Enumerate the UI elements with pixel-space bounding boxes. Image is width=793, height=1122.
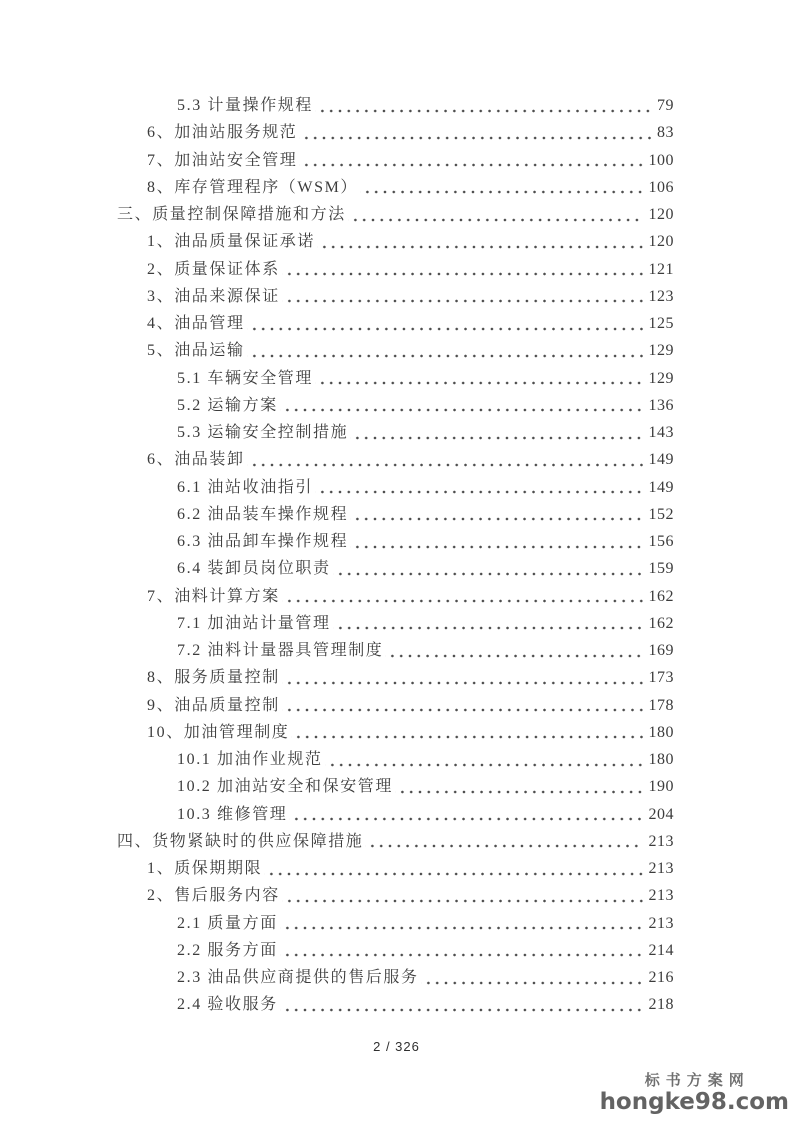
toc-entry-page: 129 [648, 342, 674, 360]
toc-entry-page: 83 [657, 124, 674, 142]
table-of-contents [117, 92, 674, 1019]
dot-leader [299, 119, 651, 146]
page-number-indicator: 2 / 326 [373, 1039, 420, 1054]
toc-entry [117, 256, 674, 283]
toc-entry-label: 2.4 验收服务 [177, 996, 278, 1014]
toc-entry-page: 169 [648, 642, 674, 659]
toc-entry [117, 365, 674, 392]
dot-leader [421, 964, 643, 991]
page-footer [0, 1039, 793, 1054]
toc-entry-label: 7、加油站安全管理 [147, 151, 298, 169]
toc-entry-label: 8、服务质量控制 [147, 669, 280, 687]
toc-entry [117, 474, 674, 501]
toc-entry-page: 125 [648, 315, 674, 332]
toc-entry [117, 310, 674, 337]
dot-leader [315, 92, 651, 119]
toc-entry [117, 501, 674, 528]
toc-entry [117, 664, 674, 691]
toc-entry [117, 937, 674, 964]
dot-leader [395, 773, 642, 800]
toc-entry [117, 392, 674, 419]
toc-entry [117, 801, 674, 828]
toc-entry-label: 6.1 油站收油指引 [177, 478, 314, 496]
toc-entry-page: 136 [648, 396, 674, 414]
toc-entry-page: 178 [648, 696, 674, 714]
toc-entry-page: 156 [648, 533, 674, 550]
toc-entry [117, 583, 674, 610]
dot-leader [350, 528, 642, 555]
toc-entry-label: 10.3 维修管理 [177, 805, 288, 823]
toc-entry-label: 4、油品管理 [147, 315, 245, 332]
dot-leader [315, 365, 642, 392]
watermark-site-name: 标书方案网 [644, 1071, 750, 1090]
toc-entry-label: 四、货物紧缺时的供应保障措施 [117, 832, 364, 850]
dot-leader [289, 801, 642, 828]
toc-entry [117, 964, 674, 991]
dot-leader [247, 310, 643, 337]
toc-entry-page: 152 [648, 505, 674, 523]
toc-entry-label: 7、油料计算方案 [147, 587, 280, 605]
toc-entry-label: 6、油品装卸 [147, 451, 245, 469]
toc-entry [117, 855, 674, 882]
toc-entry [117, 283, 674, 310]
toc-entry [117, 446, 674, 473]
toc-entry-label: 2.3 油品供应商提供的售后服务 [177, 969, 419, 986]
toc-entry-page: 143 [648, 424, 674, 441]
dot-leader [317, 228, 642, 255]
toc-entry-page: 204 [648, 805, 674, 823]
toc-entry-page: 190 [648, 778, 674, 796]
toc-entry-label: 3、油品来源保证 [147, 287, 280, 305]
toc-entry-page: 100 [648, 151, 674, 169]
dot-leader [280, 910, 643, 937]
toc-entry-page: 180 [648, 751, 674, 768]
toc-entry-label: 2、售后服务内容 [147, 887, 280, 905]
toc-entry [117, 92, 674, 119]
toc-entry-page: 149 [648, 478, 674, 496]
dot-leader [280, 991, 643, 1018]
dot-leader [365, 828, 642, 855]
dot-leader [280, 392, 643, 419]
toc-entry [117, 910, 674, 937]
dot-leader [280, 937, 643, 964]
toc-entry [117, 637, 674, 664]
toc-entry [117, 119, 674, 146]
dot-leader [333, 555, 643, 582]
dot-leader [350, 501, 642, 528]
toc-entry-label: 6.2 油品装车操作规程 [177, 505, 349, 523]
toc-entry [117, 719, 674, 746]
toc-entry-label: 10.2 加油站安全和保安管理 [177, 778, 394, 796]
toc-entry [117, 337, 674, 364]
toc-entry-page: 216 [648, 969, 674, 986]
toc-entry-label: 2.1 质量方面 [177, 914, 278, 932]
toc-entry-page: 214 [648, 941, 674, 959]
dot-leader [282, 256, 643, 283]
toc-entry-label: 10.1 加油作业规范 [177, 751, 323, 768]
toc-entry-page: 106 [648, 178, 674, 196]
toc-entry-label: 6.4 装卸员岗位职责 [177, 560, 331, 578]
dot-leader [333, 610, 643, 637]
toc-entry-page: 213 [648, 914, 674, 932]
toc-entry-page: 218 [648, 996, 674, 1014]
dot-leader [282, 692, 643, 719]
dot-leader [264, 855, 642, 882]
toc-entry-label: 8、库存管理程序（WSM） [147, 178, 359, 196]
toc-entry-page: 120 [648, 206, 674, 223]
toc-entry [117, 610, 674, 637]
dot-leader [282, 882, 643, 909]
toc-entry-label: 2.2 服务方面 [177, 941, 278, 959]
dot-leader [282, 664, 643, 691]
toc-entry [117, 201, 674, 228]
dot-leader [291, 719, 642, 746]
toc-entry [117, 419, 674, 446]
dot-leader [299, 147, 642, 174]
toc-entry-label: 三、质量控制保障措施和方法 [117, 206, 346, 223]
toc-entry-page: 159 [648, 560, 674, 578]
toc-entry-label: 5.2 运输方案 [177, 396, 278, 414]
toc-entry [117, 692, 674, 719]
toc-entry [117, 147, 674, 174]
toc-entry-label: 10、加油管理制度 [147, 723, 290, 741]
toc-entry-label: 7.1 加油站计量管理 [177, 614, 331, 632]
toc-entry [117, 228, 674, 255]
dot-leader [325, 746, 643, 773]
toc-entry-page: 213 [648, 860, 674, 877]
toc-entry-page: 79 [657, 97, 674, 114]
dot-leader [348, 201, 643, 228]
toc-entry-label: 6.3 油品卸车操作规程 [177, 533, 349, 550]
toc-entry [117, 828, 674, 855]
toc-entry-page: 149 [648, 451, 674, 469]
toc-entry-label: 7.2 油料计量器具管理制度 [177, 642, 384, 659]
watermark [600, 1073, 789, 1114]
toc-entry-label: 5、油品运输 [147, 342, 245, 360]
dot-leader [282, 583, 643, 610]
toc-entry-page: 213 [648, 832, 674, 850]
toc-entry-page: 213 [648, 887, 674, 905]
toc-entry-page: 180 [648, 723, 674, 741]
toc-entry-page: 173 [648, 669, 674, 687]
dot-leader [282, 283, 643, 310]
toc-entry-label: 2、质量保证体系 [147, 260, 280, 278]
toc-entry [117, 746, 674, 773]
toc-entry-label: 5.3 运输安全控制措施 [177, 424, 349, 441]
toc-entry-label: 1、油品质量保证承诺 [147, 233, 316, 251]
dot-leader [350, 419, 642, 446]
toc-entry [117, 174, 674, 201]
toc-entry-label: 5.3 计量操作规程 [177, 97, 314, 114]
dot-leader [360, 174, 642, 201]
toc-entry [117, 882, 674, 909]
dot-leader [315, 474, 642, 501]
toc-entry [117, 528, 674, 555]
toc-entry-label: 5.1 车辆安全管理 [177, 369, 314, 387]
watermark-site-url: hongke98.com [599, 1088, 789, 1115]
toc-entry-page: 129 [648, 369, 674, 387]
toc-entry-page: 162 [648, 614, 674, 632]
toc-entry [117, 773, 674, 800]
toc-entry-label: 9、油品质量控制 [147, 696, 280, 714]
toc-entry-label: 6、加油站服务规范 [147, 124, 298, 142]
dot-leader [385, 637, 642, 664]
toc-entry [117, 991, 674, 1018]
toc-entry-label: 1、质保期期限 [147, 860, 263, 877]
dot-leader [247, 446, 643, 473]
dot-leader [247, 337, 643, 364]
toc-entry-page: 121 [648, 260, 674, 278]
toc-entry [117, 555, 674, 582]
toc-entry-page: 123 [648, 287, 674, 305]
toc-entry-page: 120 [648, 233, 674, 251]
toc-entry-page: 162 [648, 587, 674, 605]
